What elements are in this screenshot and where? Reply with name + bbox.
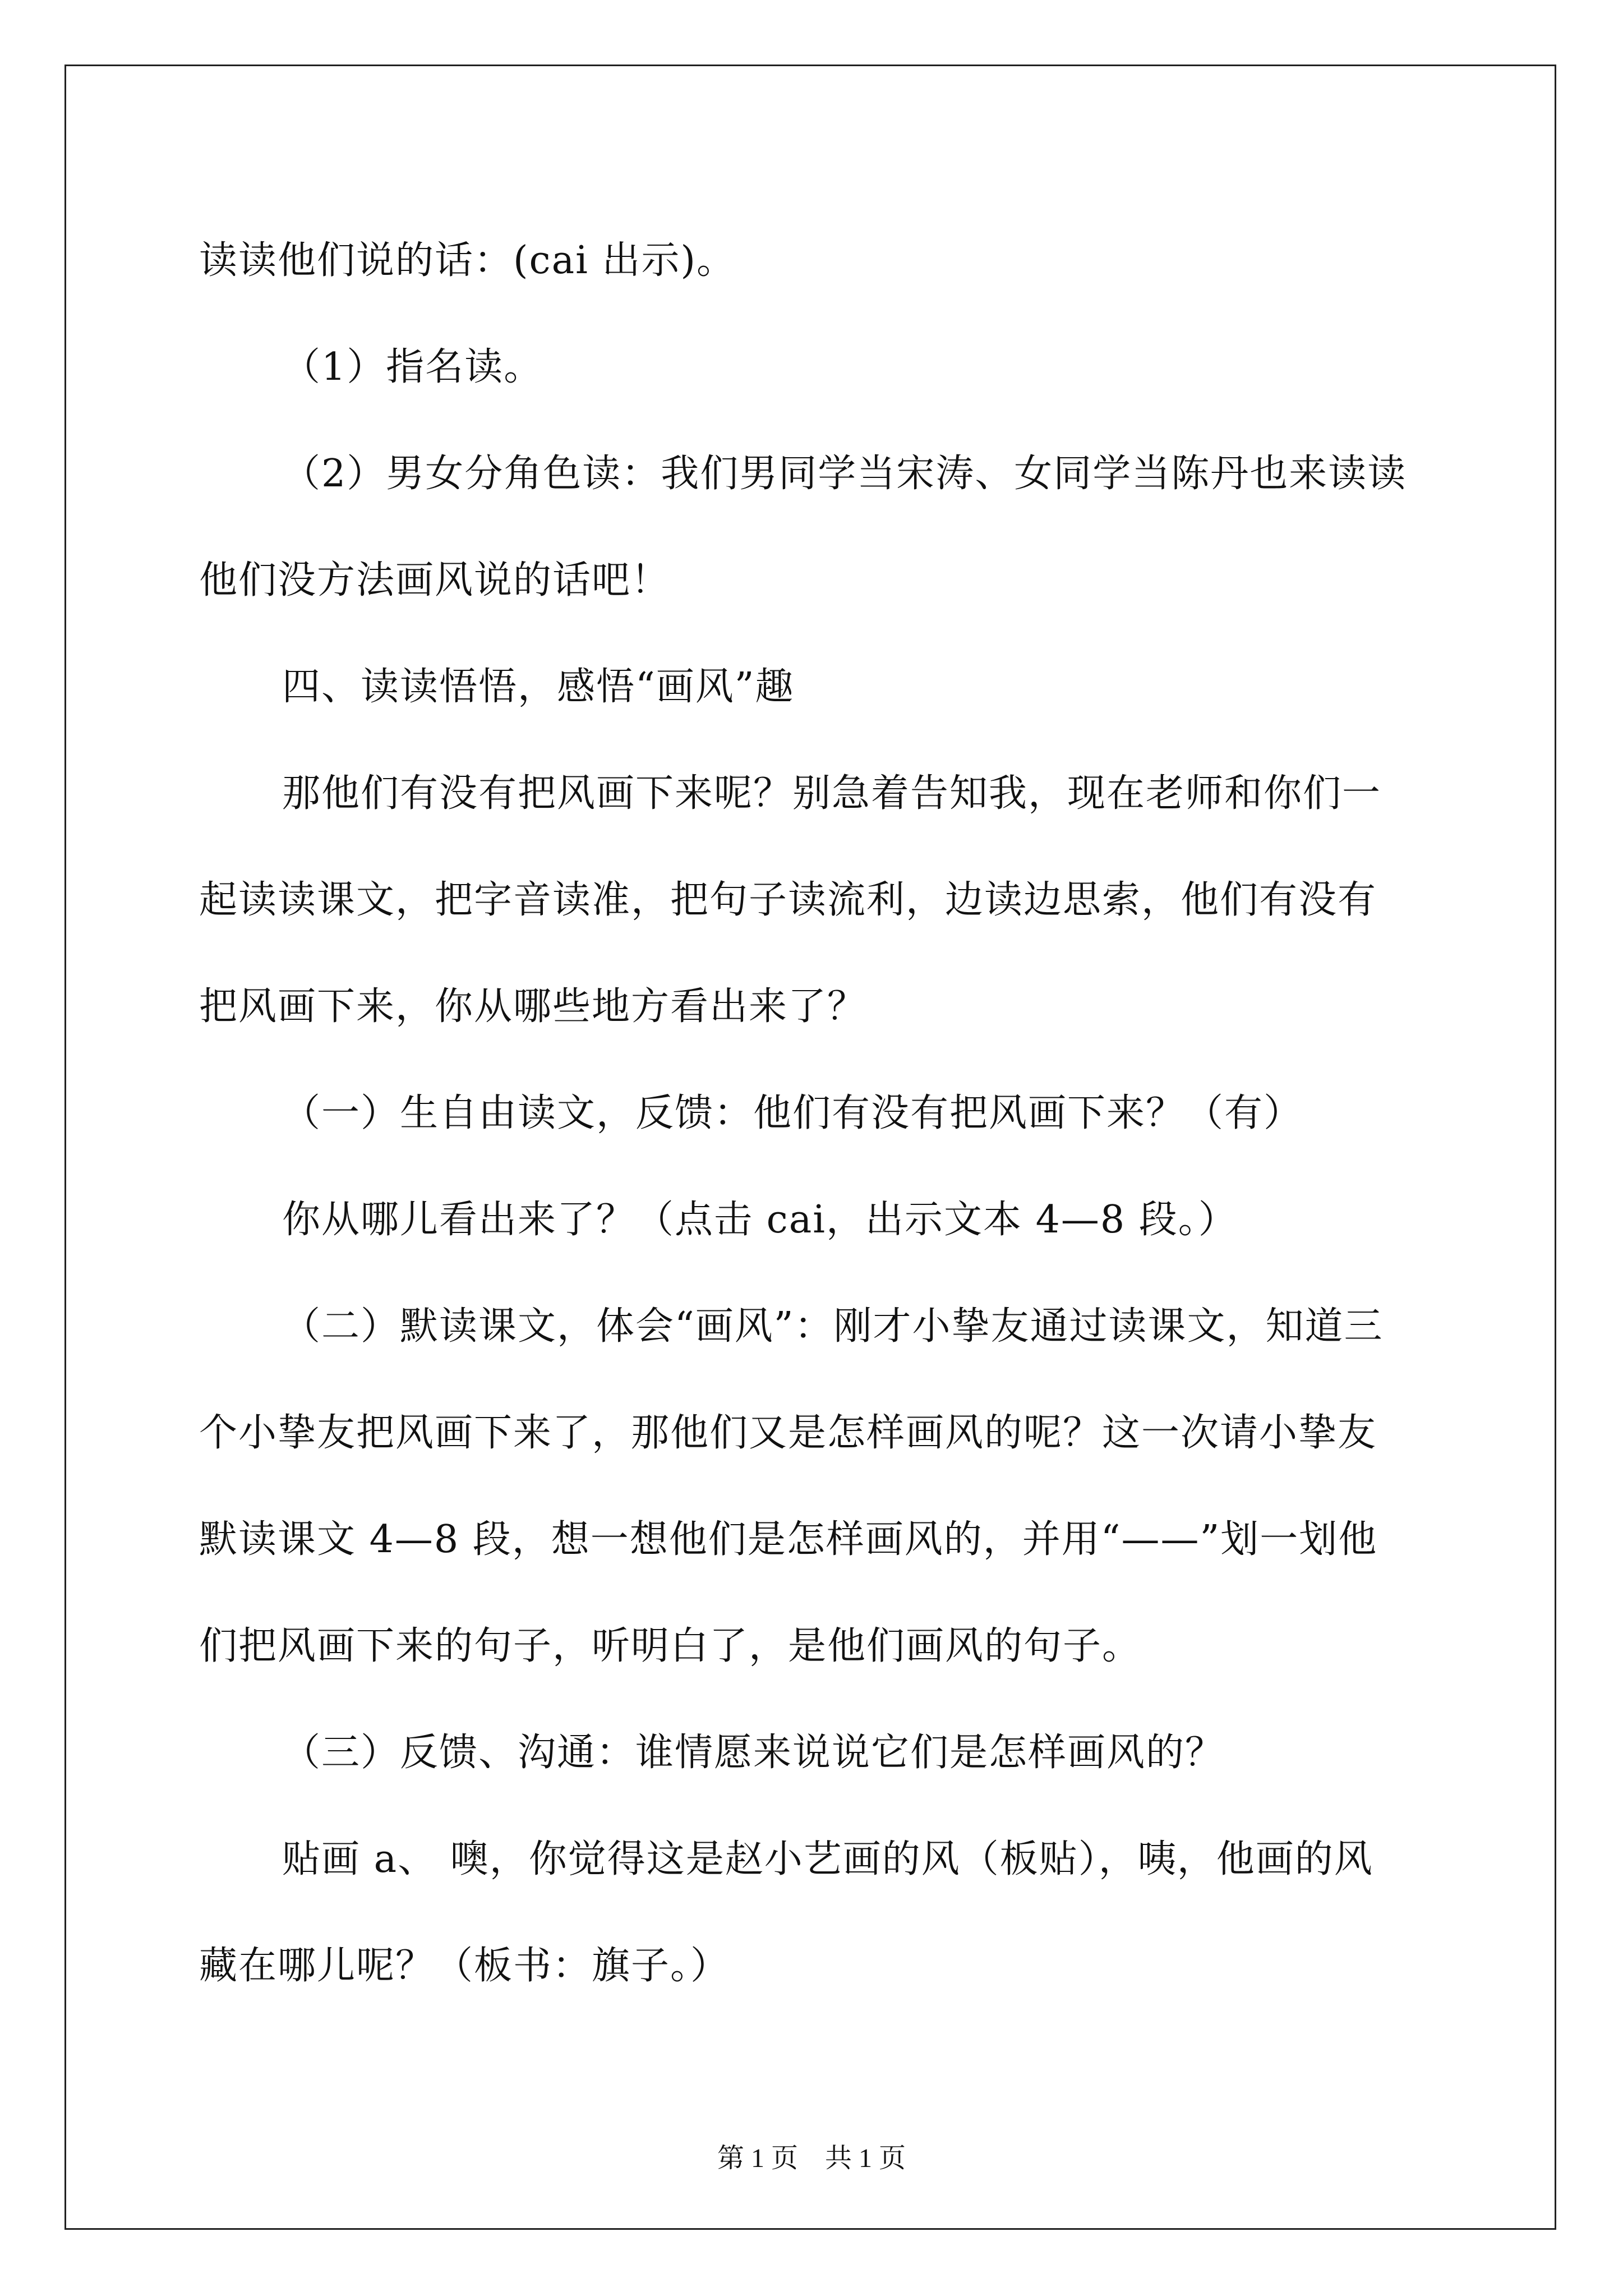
text-line: 们把风画下来的句子，听明白了，是他们画风的句子。 xyxy=(199,1624,1142,1668)
text-line: 把风画下来，你从哪些地方看出来了？ xyxy=(199,984,867,1029)
text-line: 那他们有没有把风画下来呢？别急着告知我，现在老师和你们一 xyxy=(282,771,1382,816)
text-line: 你从哪儿看出来了？（点击 cai，出示文本 4—8 段。） xyxy=(282,1198,1238,1242)
text-line: 他们没方法画风说的话吧！ xyxy=(199,558,671,602)
text-line: 默读课文 4—8 段，想一想他们是怎样画风的，并用“——”划一划他 xyxy=(199,1517,1378,1562)
text-line: 个小挚友把风画下来了，那他们又是怎样画风的呢？这一次请小挚友 xyxy=(199,1411,1377,1455)
text-line: （二）默读课文，体会“画风”：刚才小挚友通过读课文，知道三 xyxy=(282,1304,1384,1349)
text-line: （2）男女分角色读：我们男同学当宋涛、女同学当陈丹也来读读 xyxy=(282,452,1407,496)
section-heading: 四、读读悟悟，感悟“画风”趣 xyxy=(282,665,795,709)
page-number-footer: 第 1 页 共 1 页 xyxy=(717,2143,906,2173)
text-line: 读读他们说的话：(cai 出示)。 xyxy=(199,238,736,283)
text-line: 起读读课文，把字音读准，把句子读流利，边读边思索，他们有没有 xyxy=(199,878,1377,922)
document-body xyxy=(199,208,1450,2019)
text-line: 藏在哪儿呢？（板书：旗子。） xyxy=(199,1944,730,1988)
text-line: 贴画 a、 噢，你觉得这是赵小艺画的风（板贴），咦，他画的风 xyxy=(282,1837,1373,1881)
text-line: （三）反馈、沟通：谁情愿来说说它们是怎样画风的？ xyxy=(282,1731,1225,1775)
text-line: （1）指名读。 xyxy=(282,345,543,389)
text-line: （一）生自由读文，反馈：他们有没有把风画下来？（有） xyxy=(282,1091,1303,1135)
